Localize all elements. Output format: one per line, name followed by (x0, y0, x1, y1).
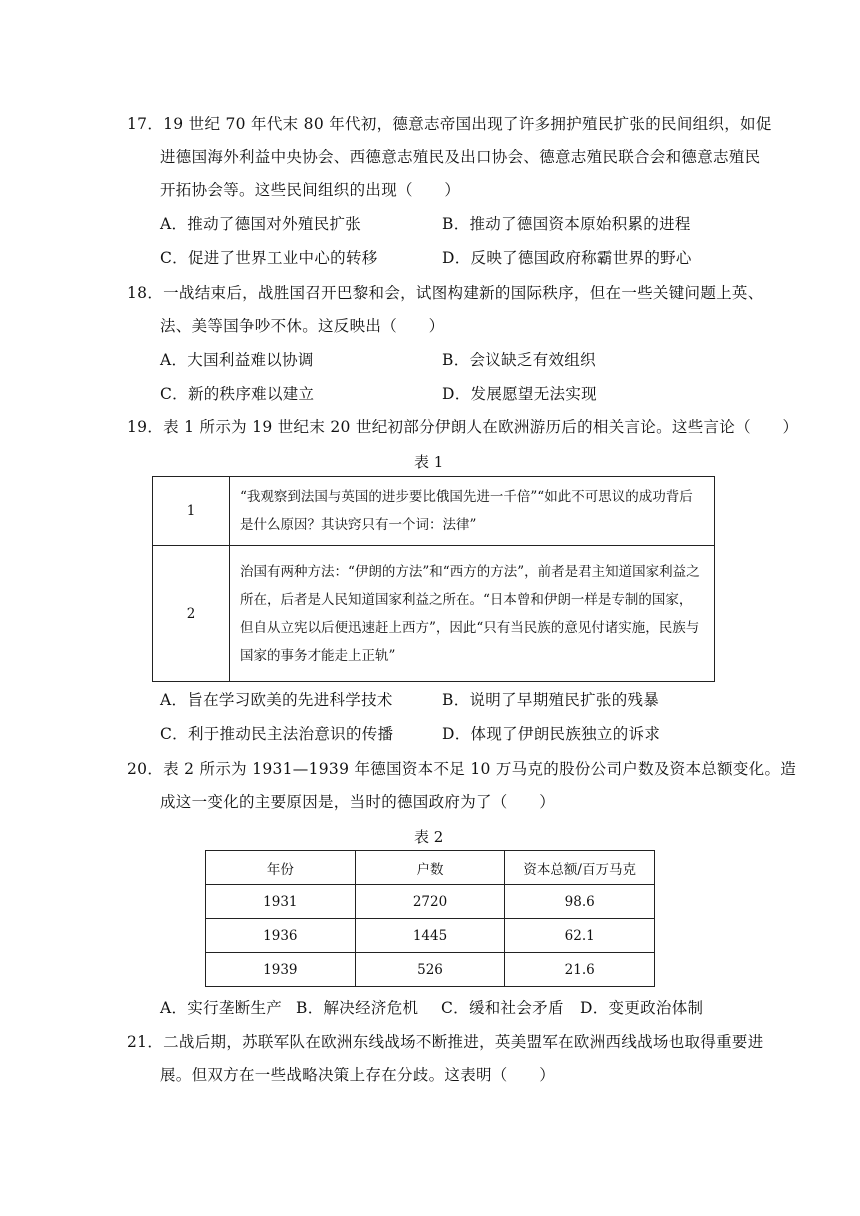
table-2-cell: 21.6 (505, 953, 655, 987)
table-row (153, 546, 715, 682)
q19-option-c: C．利于推动民主法治意识的传播 (160, 725, 394, 743)
table-2-cell: 1445 (355, 919, 505, 953)
table-2-cell: 526 (355, 953, 505, 987)
table-1-row-2-number: 2 (153, 546, 230, 682)
table-1-row-1-number: 1 (153, 477, 230, 546)
q19-option-d: D．体现了伊朗民族独立的诉求 (442, 725, 661, 743)
q17-option-c: C．促进了世界工业中心的转移 (160, 249, 378, 267)
table-2-cell: 1939 (206, 953, 356, 987)
q17-option-a: A．推动了德国对外殖民扩张 (160, 215, 362, 233)
q19-line-1: 19．表 1 所示为 19 世纪末 20 世纪初部分伊朗人在欧洲游历后的相关言论。这些言论（ ） (127, 418, 799, 436)
q19-option-a: A．旨在学习欧美的先进科学技术 (160, 691, 393, 709)
table-1-caption: 表 1 (414, 453, 444, 471)
table-2-cell: 98.6 (505, 885, 655, 919)
q20-line-1: 20．表 2 所示为 1931—1939 年德国资本不足 10 万马克的股份公司户数及资本总额变化。造 (127, 760, 797, 778)
table-2-header-count: 户数 (355, 851, 505, 885)
q20-option-d: D．变更政治体制 (580, 999, 704, 1017)
table-2-header-year: 年份 (206, 851, 356, 885)
q17-line-2: 进德国海外利益中央协会、西德意志殖民及出口协会、德意志殖民联合会和德意志殖民 (160, 148, 761, 166)
table-2-header-capital: 资本总额/百万马克 (505, 851, 655, 885)
q18-option-d: D．发展愿望无法实现 (442, 385, 597, 403)
q18-line-2: 法、美等国争吵不休。这反映出（ ） (160, 317, 445, 335)
q17-line-3: 开拓协会等。这些民间组织的出现（ ） (160, 181, 461, 199)
q18-option-a: A．大国利益难以协调 (160, 351, 314, 369)
q20-option-c: C．缓和社会矛盾 (441, 999, 564, 1017)
table-header-row (206, 851, 655, 885)
q17-line-1: 17．19 世纪 70 年代末 80 年代初，德意志帝国出现了许多拥护殖民扩张的民间组织，如促 (127, 115, 772, 133)
q17-option-d: D．反映了德国政府称霸世界的野心 (442, 249, 692, 267)
table-row (153, 477, 715, 546)
q21-line-2: 展。但双方在一些战略决策上存在分歧。这表明（ ） (160, 1066, 556, 1084)
table-2-cell: 1936 (206, 919, 356, 953)
q19-option-b: B．说明了早期殖民扩张的残暴 (442, 691, 660, 709)
q18-option-b: B．会议缺乏有效组织 (442, 351, 596, 369)
q18-option-c: C．新的秩序难以建立 (160, 385, 315, 403)
q18-line-1: 18．一战结束后，战胜国召开巴黎和会，试图构建新的国际秩序，但在一些关键问题上英、 (127, 284, 764, 302)
table-2-caption: 表 2 (414, 828, 444, 846)
table-2-cell: 1931 (206, 885, 356, 919)
table-row (206, 919, 655, 953)
table-row (206, 953, 655, 987)
table-1 (152, 476, 715, 682)
q20-option-b: B．解决经济危机 (296, 999, 419, 1017)
table-2 (205, 850, 655, 987)
table-2-cell: 2720 (355, 885, 505, 919)
q20-option-a: A．实行垄断生产 (160, 999, 283, 1017)
table-1-row-2-text: 治国有两种方法：“伊朗的方法”和“西方的方法”，前者是君主知道国家利益之所在，后者是人民知道国家利益之所在。“日本曾和伊朗一样是专制的国家，但自从立宪以后便迅速赶上西方”，因此“只有当民族的意见付诸实施，民族与国家的事务才能走上正轨” (230, 546, 715, 682)
q17-option-b: B．推动了德国资本原始积累的进程 (442, 215, 691, 233)
q21-line-1: 21．二战后期，苏联军队在欧洲东线战场不断推进，英美盟军在欧洲西线战场也取得重要进 (127, 1033, 764, 1051)
table-row (206, 885, 655, 919)
q20-line-2: 成这一变化的主要原因是，当时的德国政府为了（ ） (160, 793, 556, 811)
table-1-row-1-text: “我观察到法国与英国的进步要比俄国先进一千倍”“如此不可思议的成功背后是什么原因？其诀窍只有一个词：法律” (230, 477, 715, 546)
table-2-cell: 62.1 (505, 919, 655, 953)
